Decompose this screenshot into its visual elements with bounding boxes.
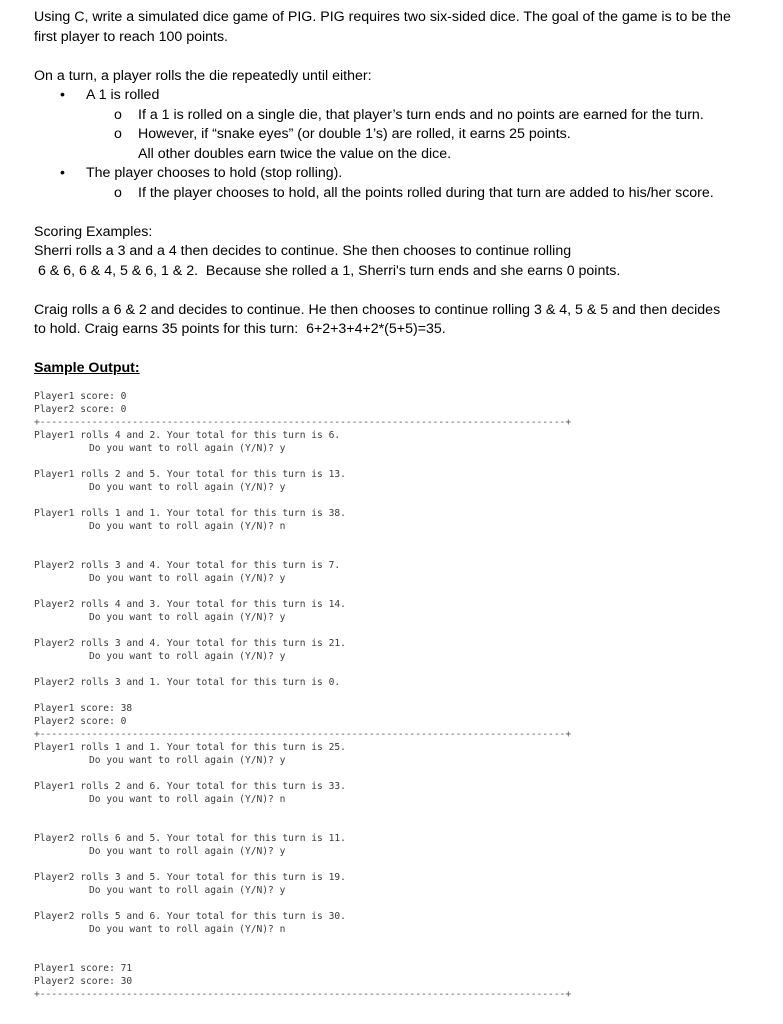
console-prompt-line: Do you want to roll again (Y/N)? y <box>89 755 286 766</box>
console-blank-line <box>34 936 579 949</box>
intro-line-2: first player to reach 100 points. <box>34 28 228 45</box>
console-line: Player2 rolls 5 and 6. Your total for this turn is 30. <box>34 911 346 922</box>
console-prompt-line: Do you want to roll again (Y/N)? n <box>89 924 286 935</box>
scoring-title: Scoring Examples: <box>34 223 153 240</box>
sub-rule-text: However, if “snake eyes” (or double 1’s) are rolled, it earns 25 points. <box>138 126 571 142</box>
console-line: Player2 score: 30 <box>34 976 133 987</box>
console-separator: +-------------------------------------------------------------------------------------------+ <box>34 417 572 428</box>
console-blank-line <box>34 689 579 702</box>
sub-rule-text: If a 1 is rolled on a single die, that player’s turn ends and no points are earned for the turn. <box>138 106 704 123</box>
console-line: Player2 rolls 3 and 5. Your total for this turn is 19. <box>34 872 346 883</box>
rule-label: A 1 is rolled <box>86 87 160 103</box>
spacer <box>34 203 764 223</box>
console-prompt-line: Do you want to roll again (Y/N)? y <box>89 573 286 584</box>
console-prompt-line: Do you want to roll again (Y/N)? y <box>89 612 286 623</box>
console-line: Player1 rolls 4 and 2. Your total for this turn is 6. <box>34 430 341 441</box>
bullet-dot-icon: • <box>60 165 65 181</box>
spacer <box>34 340 764 360</box>
sub-rule-single-one <box>34 106 764 126</box>
bullet-dot-icon: • <box>60 87 65 103</box>
console-line: Player1 score: 38 <box>34 703 133 714</box>
sample-console-output <box>34 390 579 1001</box>
scoring-sherri-line-2: 6 & 6, 6 & 4, 5 & 6, 1 & 2. Because she rolled a 1, Sherri's turn ends and she earns 0 points. <box>34 262 621 279</box>
console-line: Player2 rolls 6 and 5. Your total for this turn is 11. <box>34 833 346 844</box>
console-prompt-line: Do you want to roll again (Y/N)? y <box>89 443 286 454</box>
console-line: Player2 score: 0 <box>34 716 127 727</box>
assignment-document <box>34 8 764 379</box>
sub-rule-text: If the player chooses to hold, all the points rolled during that turn are added to his/her score. <box>138 184 714 201</box>
console-blank-line <box>34 858 579 871</box>
spacer <box>34 281 764 301</box>
console-line: Player1 rolls 2 and 5. Your total for this turn is 13. <box>34 469 346 480</box>
spacer <box>34 47 764 67</box>
console-line: Player1 rolls 2 and 6. Your total for this turn is 33. <box>34 781 346 792</box>
console-line: Player1 score: 71 <box>34 963 133 974</box>
rule-label: The player chooses to hold (stop rolling). <box>86 165 343 181</box>
console-blank-line <box>34 806 579 819</box>
bullet-circle-icon: o <box>114 106 122 123</box>
console-blank-line <box>34 455 579 468</box>
console-line: Player1 rolls 1 and 1. Your total for this turn is 38. <box>34 508 346 519</box>
bullet-circle-icon: o <box>114 184 122 201</box>
console-prompt-line: Do you want to roll again (Y/N)? y <box>89 885 286 896</box>
rule-bullet-hold <box>34 164 764 184</box>
sub-rule-hold-points <box>34 184 764 204</box>
sub-rule-doubles: All other doubles earn twice the value on the dice. <box>138 145 452 162</box>
turn-rules-list <box>34 86 764 203</box>
console-line: Player2 rolls 3 and 4. Your total for this turn is 7. <box>34 560 341 571</box>
console-prompt-line: Do you want to roll again (Y/N)? y <box>89 846 286 857</box>
console-blank-line <box>34 663 579 676</box>
console-line: Player2 rolls 4 and 3. Your total for this turn is 14. <box>34 599 346 610</box>
console-blank-line <box>34 897 579 910</box>
console-line: Player2 rolls 3 and 1. Your total for this turn is 0. <box>34 677 341 688</box>
console-prompt-line: Do you want to roll again (Y/N)? n <box>89 794 286 805</box>
console-prompt-line: Do you want to roll again (Y/N)? y <box>89 651 286 662</box>
console-line: Player1 score: 0 <box>34 391 127 402</box>
console-prompt-line: Do you want to roll again (Y/N)? n <box>89 521 286 532</box>
scoring-craig-line-1: Craig rolls a 6 & 2 and decides to continue. He then chooses to continue rolling 3 & 4, 5 & 5 and then decides <box>34 301 721 318</box>
console-separator: +-------------------------------------------------------------------------------------------+ <box>34 729 572 740</box>
console-prompt-line: Do you want to roll again (Y/N)? y <box>89 482 286 493</box>
console-blank-line <box>34 546 579 559</box>
console-separator: +-------------------------------------------------------------------------------------------+ <box>34 989 572 1000</box>
console-line: Player2 score: 0 <box>34 404 127 415</box>
console-blank-line <box>34 624 579 637</box>
intro-line-1: Using C, write a simulated dice game of PIG. PIG requires two six-sided dice. The goal of the game is to be the <box>34 9 731 25</box>
console-blank-line <box>34 819 579 832</box>
bullet-circle-icon: o <box>114 126 122 142</box>
sample-output-heading: Sample Output: <box>34 360 140 376</box>
turn-lead: On a turn, a player rolls the die repeatedly until either: <box>34 67 372 84</box>
console-blank-line <box>34 949 579 962</box>
console-blank-line <box>34 585 579 598</box>
console-line: Player2 rolls 3 and 4. Your total for this turn is 21. <box>34 638 346 649</box>
console-blank-line <box>34 767 579 780</box>
console-blank-line <box>34 533 579 546</box>
console-blank-line <box>34 494 579 507</box>
scoring-craig-line-2: to hold. Craig earns 35 points for this turn: 6+2+3+4+2*(5+5)=35. <box>34 321 446 337</box>
console-line: Player1 rolls 1 and 1. Your total for this turn is 25. <box>34 742 346 753</box>
scoring-sherri-line-1: Sherri rolls a 3 and a 4 then decides to continue. She then chooses to continue rolling <box>34 243 572 259</box>
rule-bullet-one-roll <box>34 86 764 106</box>
sub-rule-snake-eyes <box>34 125 764 145</box>
